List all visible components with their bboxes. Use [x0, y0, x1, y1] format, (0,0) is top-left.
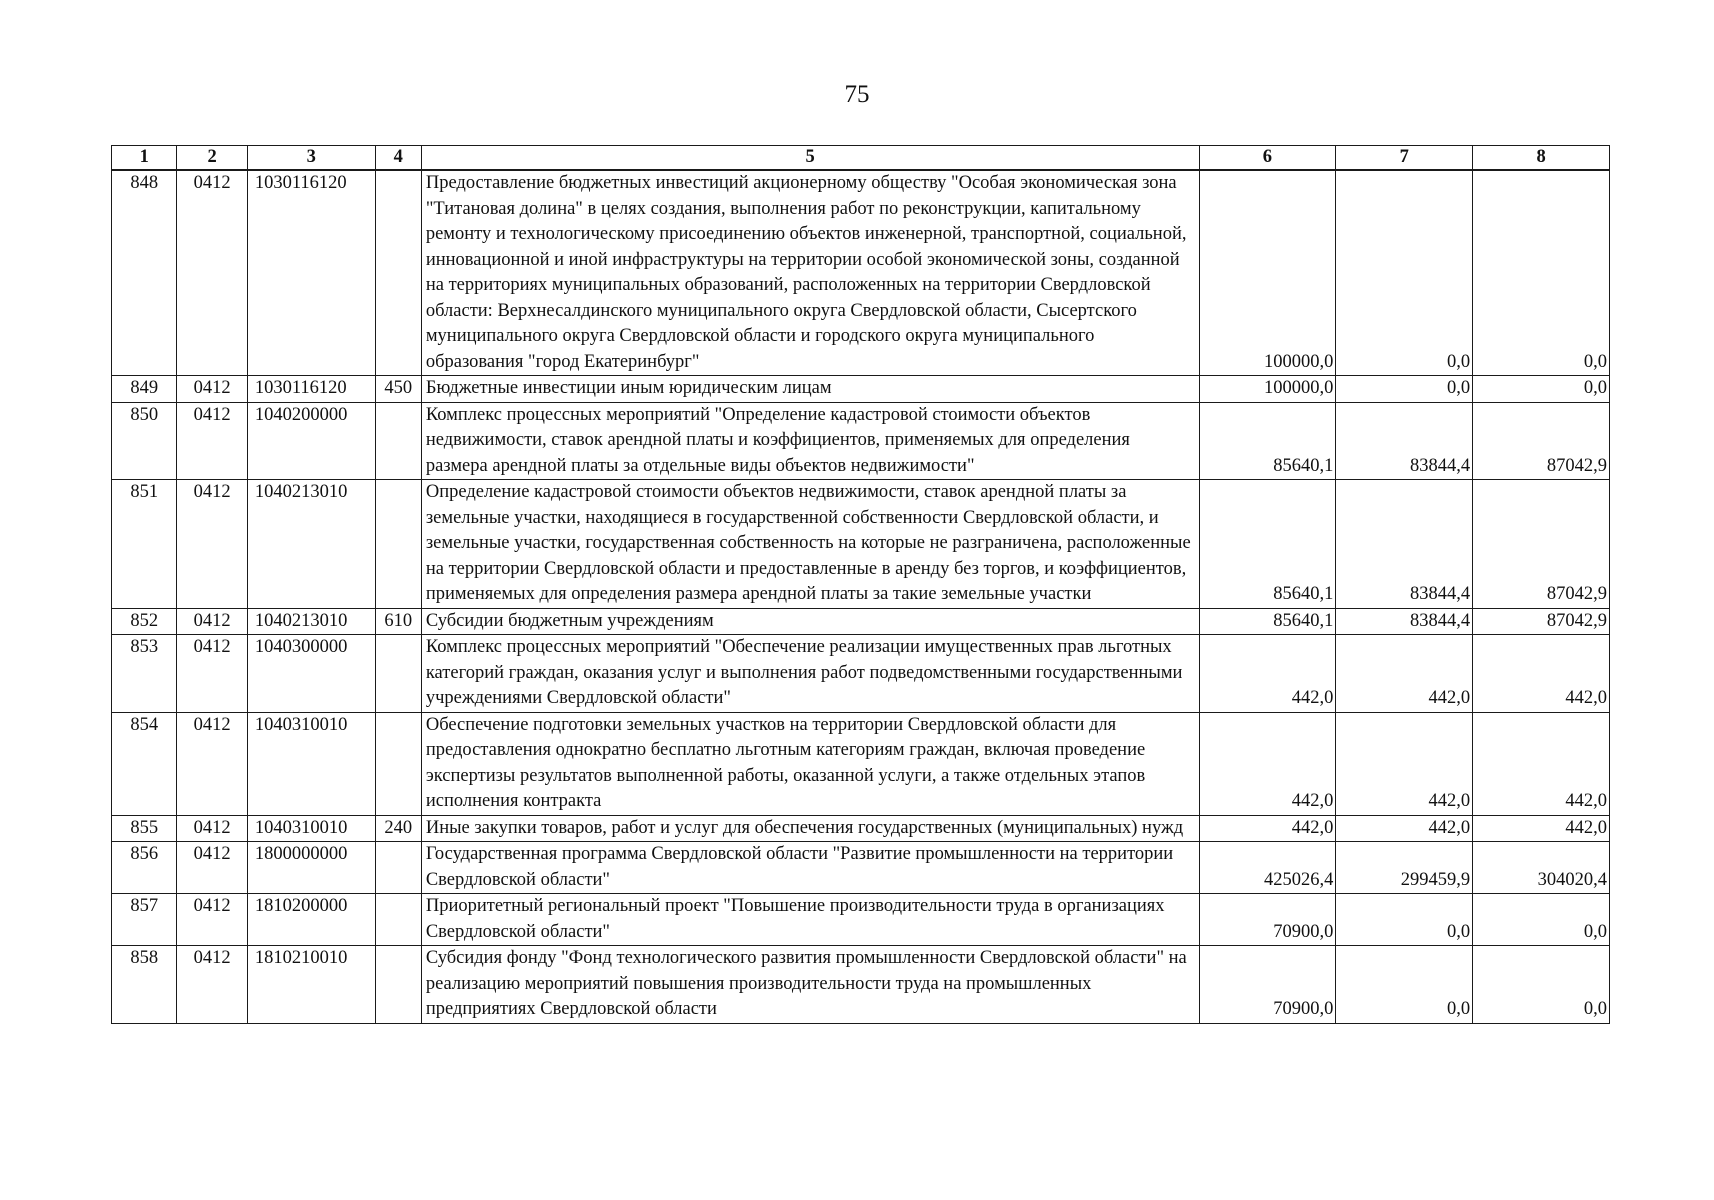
item-name: Государственная программа Свердловской области "Развитие промышленности на территории Свердловской области" [421, 842, 1199, 894]
table-row [112, 635, 1610, 713]
column-header: 7 [1336, 146, 1473, 171]
column-header: 4 [375, 146, 421, 171]
row-number: 855 [112, 815, 177, 842]
amount-col-6: 100000,0 [1199, 170, 1336, 376]
amount-col-8: 0,0 [1473, 170, 1610, 376]
amount-col-6: 442,0 [1199, 635, 1336, 713]
target-article-code: 1030116120 [247, 376, 375, 403]
target-article-code: 1800000000 [247, 842, 375, 894]
table-row [112, 712, 1610, 815]
amount-col-6: 85640,1 [1199, 608, 1336, 635]
item-name: Субсидии бюджетным учреждениям [421, 608, 1199, 635]
target-article-code: 1040200000 [247, 402, 375, 480]
column-header: 3 [247, 146, 375, 171]
amount-col-6: 100000,0 [1199, 376, 1336, 403]
section-code: 0412 [177, 376, 247, 403]
table-row [112, 480, 1610, 609]
amount-col-8: 0,0 [1473, 946, 1610, 1024]
amount-col-7: 0,0 [1336, 376, 1473, 403]
amount-col-6: 70900,0 [1199, 946, 1336, 1024]
amount-col-8: 0,0 [1473, 376, 1610, 403]
amount-col-6: 85640,1 [1199, 402, 1336, 480]
expense-type-code: 450 [375, 376, 421, 403]
column-header: 1 [112, 146, 177, 171]
section-code: 0412 [177, 946, 247, 1024]
table-row [112, 894, 1610, 946]
amount-col-7: 0,0 [1336, 946, 1473, 1024]
amount-col-6: 442,0 [1199, 712, 1336, 815]
item-name: Комплекс процессных мероприятий "Определение кадастровой стоимости объектов недвижимости, ставок арендной платы и коэффициентов, применяемых для определения размера арендной платы за отдельные виды объектов недвижимости" [421, 402, 1199, 480]
target-article-code: 1040213010 [247, 608, 375, 635]
amount-col-7: 442,0 [1336, 712, 1473, 815]
table-row [112, 946, 1610, 1024]
expense-type-code [375, 712, 421, 815]
amount-col-7: 83844,4 [1336, 402, 1473, 480]
item-name: Определение кадастровой стоимости объектов недвижимости, ставок арендной платы за земельные участки, находящиеся в государственной собственности Свердловской области, и земельные участки, государственная собственность на которые не разграничена, расположенные на территории Свердловской области и предоставленные в аренду без торгов, и коэффициентов, применяемых для определения размера арендной платы за такие земельные участки [421, 480, 1199, 609]
column-header: 2 [177, 146, 247, 171]
row-number: 853 [112, 635, 177, 713]
column-header: 8 [1473, 146, 1610, 171]
item-name: Обеспечение подготовки земельных участков на территории Свердловской области для предоставления однократно бесплатно льготным категориям граждан, включая проведение экспертизы результатов выполненной работы, оказанной услуги, а также отдельных этапов исполнения контракта [421, 712, 1199, 815]
column-header: 6 [1199, 146, 1336, 171]
expense-type-code [375, 842, 421, 894]
item-name: Комплекс процессных мероприятий "Обеспечение реализации имущественных прав льготных категорий граждан, оказания услуг и выполнения работ подведомственными государственными учреждениями Свердловской области" [421, 635, 1199, 713]
section-code: 0412 [177, 402, 247, 480]
amount-col-7: 83844,4 [1336, 608, 1473, 635]
row-number: 849 [112, 376, 177, 403]
amount-col-6: 442,0 [1199, 815, 1336, 842]
section-code: 0412 [177, 894, 247, 946]
amount-col-6: 70900,0 [1199, 894, 1336, 946]
section-code: 0412 [177, 712, 247, 815]
expense-type-code [375, 635, 421, 713]
amount-col-8: 304020,4 [1473, 842, 1610, 894]
amount-col-6: 425026,4 [1199, 842, 1336, 894]
amount-col-8: 0,0 [1473, 894, 1610, 946]
item-name: Предоставление бюджетных инвестиций акционерному обществу "Особая экономическая зона "Титановая долина" в целях создания, выполнения работ по реконструкции, капитальному ремонту и технологическому присоединению объектов инженерной, транспортной, социальной, инновационной и иной инфраструктуры на территории особой экономической зоны, созданной на территориях муниципальных образований, расположенных на территории Свердловской области: Верхнесалдинского муниципального округа Свердловской области, Сысертского муниципального округа Свердловской области и городского округа муниципального образования "город Екатеринбург" [421, 170, 1199, 376]
row-number: 848 [112, 170, 177, 376]
amount-col-7: 442,0 [1336, 815, 1473, 842]
amount-col-7: 442,0 [1336, 635, 1473, 713]
table-body [112, 170, 1610, 1023]
section-code: 0412 [177, 815, 247, 842]
row-number: 851 [112, 480, 177, 609]
amount-col-8: 442,0 [1473, 815, 1610, 842]
expense-type-code [375, 946, 421, 1024]
item-name: Иные закупки товаров, работ и услуг для обеспечения государственных (муниципальных) нужд [421, 815, 1199, 842]
table-row [112, 170, 1610, 376]
amount-col-6: 85640,1 [1199, 480, 1336, 609]
table-row [112, 402, 1610, 480]
amount-col-7: 299459,9 [1336, 842, 1473, 894]
amount-col-8: 442,0 [1473, 712, 1610, 815]
row-number: 858 [112, 946, 177, 1024]
column-header: 5 [421, 146, 1199, 171]
target-article-code: 1040310010 [247, 712, 375, 815]
expense-type-code: 240 [375, 815, 421, 842]
target-article-code: 1810200000 [247, 894, 375, 946]
amount-col-8: 87042,9 [1473, 608, 1610, 635]
table-row [112, 376, 1610, 403]
expense-type-code [375, 480, 421, 609]
expense-type-code [375, 402, 421, 480]
amount-col-8: 442,0 [1473, 635, 1610, 713]
row-number: 856 [112, 842, 177, 894]
amount-col-7: 83844,4 [1336, 480, 1473, 609]
section-code: 0412 [177, 842, 247, 894]
row-number: 857 [112, 894, 177, 946]
target-article-code: 1040213010 [247, 480, 375, 609]
expense-type-code [375, 170, 421, 376]
section-code: 0412 [177, 480, 247, 609]
row-number: 852 [112, 608, 177, 635]
target-article-code: 1810210010 [247, 946, 375, 1024]
expense-type-code: 610 [375, 608, 421, 635]
row-number: 854 [112, 712, 177, 815]
table-row [112, 842, 1610, 894]
row-number: 850 [112, 402, 177, 480]
target-article-code: 1040300000 [247, 635, 375, 713]
expense-type-code [375, 894, 421, 946]
page-number: 75 [844, 81, 870, 108]
table-header-row [112, 146, 1610, 171]
amount-col-8: 87042,9 [1473, 402, 1610, 480]
amount-col-7: 0,0 [1336, 170, 1473, 376]
item-name: Приоритетный региональный проект "Повышение производительности труда в организациях Свердловской области" [421, 894, 1199, 946]
section-code: 0412 [177, 170, 247, 376]
amount-col-7: 0,0 [1336, 894, 1473, 946]
section-code: 0412 [177, 608, 247, 635]
table-row [112, 608, 1610, 635]
table-row [112, 815, 1610, 842]
amount-col-8: 87042,9 [1473, 480, 1610, 609]
item-name: Бюджетные инвестиции иным юридическим лицам [421, 376, 1199, 403]
section-code: 0412 [177, 635, 247, 713]
target-article-code: 1030116120 [247, 170, 375, 376]
item-name: Субсидия фонду "Фонд технологического развития промышленности Свердловской области" на реализацию мероприятий повышения производительности труда на промышленных предприятиях Свердловской области [421, 946, 1199, 1024]
budget-table [111, 145, 1610, 1024]
target-article-code: 1040310010 [247, 815, 375, 842]
